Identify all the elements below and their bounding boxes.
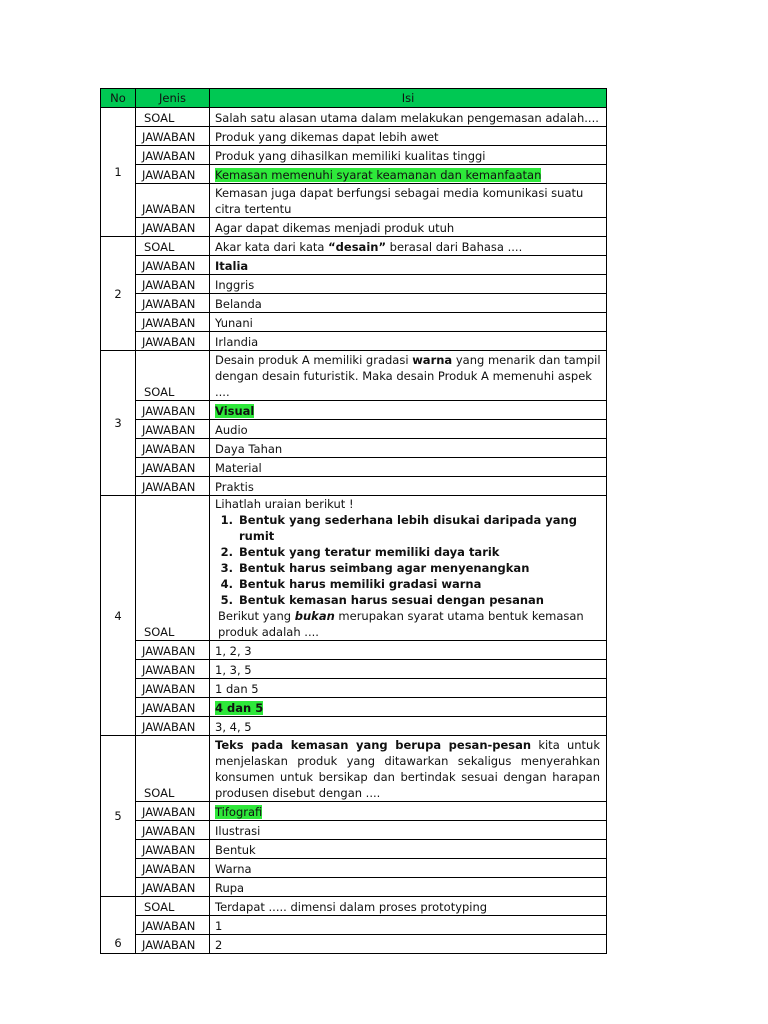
q6-answer-2: 2 bbox=[210, 935, 607, 954]
q4-soal-label: SOAL bbox=[136, 496, 210, 641]
q1-answer-label: JAWABAN bbox=[136, 165, 210, 184]
header-isi: Isi bbox=[210, 89, 607, 108]
q5-soal-label: SOAL bbox=[136, 736, 210, 802]
q1-soal-row bbox=[101, 108, 607, 127]
q3-answer-5: Praktis bbox=[210, 477, 607, 496]
q4-intro: Lihatlah uraian berikut ! bbox=[215, 497, 354, 511]
q5-answer-row bbox=[101, 859, 607, 878]
q2-answer-row bbox=[101, 313, 607, 332]
header-row bbox=[101, 89, 607, 108]
question-table bbox=[100, 88, 607, 954]
q1-answer-row bbox=[101, 165, 607, 184]
q4-answer-label: JAWABAN bbox=[136, 641, 210, 660]
q5-answer-row bbox=[101, 802, 607, 821]
q3-number: 3 bbox=[101, 351, 136, 496]
q5-soal-text: Teks pada kemasan yang berupa pesan-pesan kita untuk menjelaskan produk yang ditawarkan sekaligus menyerahkan konsumen untuk bersikap dan bertindak sesuai dengan harapan produsen disebut dengan .... bbox=[210, 736, 607, 802]
q4-question: Berikut yang bukan merupakan syarat utama bentuk kemasan produk adalah .... bbox=[218, 609, 584, 639]
q4-answer-5: 3, 4, 5 bbox=[210, 717, 607, 736]
q5-answer-row bbox=[101, 878, 607, 897]
q2-answer-4: Yunani bbox=[210, 313, 607, 332]
q4-answer-label: JAWABAN bbox=[136, 660, 210, 679]
correct-answer-highlight: Visual bbox=[215, 404, 255, 418]
q4-answer-label: JAWABAN bbox=[136, 679, 210, 698]
q4-answer-row bbox=[101, 717, 607, 736]
q3-soal-label: SOAL bbox=[136, 351, 210, 401]
q5-answer-2: Ilustrasi bbox=[210, 821, 607, 840]
q3-soal-row bbox=[101, 351, 607, 401]
q1-number: 1 bbox=[101, 108, 136, 237]
q3-answer-1-correct bbox=[210, 401, 607, 420]
q5-number: 5 bbox=[101, 736, 136, 897]
correct-answer-highlight: Tifografi bbox=[215, 805, 263, 819]
q2-answer-label: JAWABAN bbox=[136, 313, 210, 332]
q4-statement: 1. Bentuk yang sederhana lebih disukai daripada yang rumit bbox=[237, 512, 606, 544]
q4-statement: 5. Bentuk kemasan harus sesuai dengan pesanan bbox=[237, 592, 606, 608]
q5-answer-label: JAWABAN bbox=[136, 821, 210, 840]
q2-answer-1-correct: Italia bbox=[210, 256, 607, 275]
q4-answer-2: 1, 3, 5 bbox=[210, 660, 607, 679]
q4-answer-row bbox=[101, 698, 607, 717]
q2-answer-label: JAWABAN bbox=[136, 294, 210, 313]
q3-answer-row bbox=[101, 458, 607, 477]
q3-answer-label: JAWABAN bbox=[136, 439, 210, 458]
q6-soal-label: SOAL bbox=[136, 897, 210, 916]
q5-answer-row bbox=[101, 821, 607, 840]
q6-soal-row bbox=[101, 897, 607, 916]
q5-answer-label: JAWABAN bbox=[136, 878, 210, 897]
q1-answer-label: JAWABAN bbox=[136, 218, 210, 237]
q5-answer-label: JAWABAN bbox=[136, 840, 210, 859]
q3-soal-text: Desain produk A memiliki gradasi warna yang menarik dan tampil dengan desain futuristik. Maka desain Produk A memenuhi aspek .... bbox=[210, 351, 607, 401]
q4-answer-label: JAWABAN bbox=[136, 717, 210, 736]
q5-answer-3: Bentuk bbox=[210, 840, 607, 859]
q2-answer-5: Irlandia bbox=[210, 332, 607, 351]
q2-answer-row bbox=[101, 275, 607, 294]
q2-answer-row bbox=[101, 294, 607, 313]
q5-answer-4: Warna bbox=[210, 859, 607, 878]
q5-answer-row bbox=[101, 840, 607, 859]
q4-answer-label: JAWABAN bbox=[136, 698, 210, 717]
q6-soal-text: Terdapat ..... dimensi dalam proses prototyping bbox=[210, 897, 607, 916]
q2-answer-row bbox=[101, 332, 607, 351]
q3-answer-row bbox=[101, 477, 607, 496]
q1-answer-row bbox=[101, 146, 607, 165]
q4-answer-4-correct bbox=[210, 698, 607, 717]
q6-answer-1: 1 bbox=[210, 916, 607, 935]
q1-answer-label: JAWABAN bbox=[136, 146, 210, 165]
q4-answer-row bbox=[101, 660, 607, 679]
q6-answer-row bbox=[101, 935, 607, 954]
q2-answer-label: JAWABAN bbox=[136, 256, 210, 275]
q1-answer-label: JAWABAN bbox=[136, 127, 210, 146]
q5-answer-5: Rupa bbox=[210, 878, 607, 897]
q5-soal-row bbox=[101, 736, 607, 802]
q1-answer-2: Produk yang dihasilkan memiliki kualitas tinggi bbox=[210, 146, 607, 165]
q3-answer-label: JAWABAN bbox=[136, 458, 210, 477]
q4-number: 4 bbox=[101, 496, 136, 736]
q3-answer-label: JAWABAN bbox=[136, 401, 210, 420]
q4-answer-row bbox=[101, 641, 607, 660]
q2-answer-row bbox=[101, 256, 607, 275]
question-sheet bbox=[100, 88, 606, 954]
q3-answer-row bbox=[101, 401, 607, 420]
q5-answer-label: JAWABAN bbox=[136, 802, 210, 821]
q1-answer-4: Kemasan juga dapat berfungsi sebagai media komunikasi suatu citra tertentu bbox=[210, 184, 607, 218]
q3-answer-label: JAWABAN bbox=[136, 420, 210, 439]
q2-answer-3: Belanda bbox=[210, 294, 607, 313]
header-jenis: Jenis bbox=[136, 89, 210, 108]
q3-answer-row bbox=[101, 420, 607, 439]
q2-soal-label: SOAL bbox=[136, 237, 210, 256]
q4-answer-1: 1, 2, 3 bbox=[210, 641, 607, 660]
q3-answer-3: Daya Tahan bbox=[210, 439, 607, 458]
q1-answer-row bbox=[101, 218, 607, 237]
q4-statement: 2. Bentuk yang teratur memiliki daya tarik bbox=[237, 544, 606, 560]
correct-answer-highlight: Kemasan memenuhi syarat keamanan dan kemanfaatan bbox=[215, 168, 542, 182]
q2-answer-2: Inggris bbox=[210, 275, 607, 294]
q4-statement-list bbox=[215, 512, 606, 608]
q4-answer-row bbox=[101, 679, 607, 698]
q1-answer-row bbox=[101, 184, 607, 218]
q5-answer-label: JAWABAN bbox=[136, 859, 210, 878]
q4-soal-row bbox=[101, 496, 607, 641]
q2-soal-row bbox=[101, 237, 607, 256]
q1-answer-label: JAWABAN bbox=[136, 184, 210, 218]
q1-answer-row bbox=[101, 127, 607, 146]
q1-answer-5: Agar dapat dikemas menjadi produk utuh bbox=[210, 218, 607, 237]
q2-answer-label: JAWABAN bbox=[136, 275, 210, 294]
q1-answer-3-correct bbox=[210, 165, 607, 184]
q6-answer-label: JAWABAN bbox=[136, 916, 210, 935]
q6-answer-row bbox=[101, 916, 607, 935]
q3-answer-4: Material bbox=[210, 458, 607, 477]
q4-statement: 4. Bentuk harus memiliki gradasi warna bbox=[237, 576, 606, 592]
q2-number: 2 bbox=[101, 237, 136, 351]
correct-answer-highlight: 4 dan 5 bbox=[215, 701, 264, 715]
q3-answer-row bbox=[101, 439, 607, 458]
header-no: No bbox=[101, 89, 136, 108]
q2-soal-text: Akar kata dari kata “desain” berasal dari Bahasa .... bbox=[210, 237, 607, 256]
q3-answer-2: Audio bbox=[210, 420, 607, 439]
q3-answer-label: JAWABAN bbox=[136, 477, 210, 496]
q2-answer-label: JAWABAN bbox=[136, 332, 210, 351]
q6-number: 6 bbox=[101, 897, 136, 954]
q1-soal-text: Salah satu alasan utama dalam melakukan pengemasan adalah.... bbox=[210, 108, 607, 127]
q1-soal-label: SOAL bbox=[136, 108, 210, 127]
q5-answer-1-correct bbox=[210, 802, 607, 821]
q6-answer-label: JAWABAN bbox=[136, 935, 210, 954]
q4-soal-text bbox=[210, 496, 607, 641]
q4-answer-3: 1 dan 5 bbox=[210, 679, 607, 698]
q4-statement: 3. Bentuk harus seimbang agar menyenangkan bbox=[237, 560, 606, 576]
q1-answer-1: Produk yang dikemas dapat lebih awet bbox=[210, 127, 607, 146]
